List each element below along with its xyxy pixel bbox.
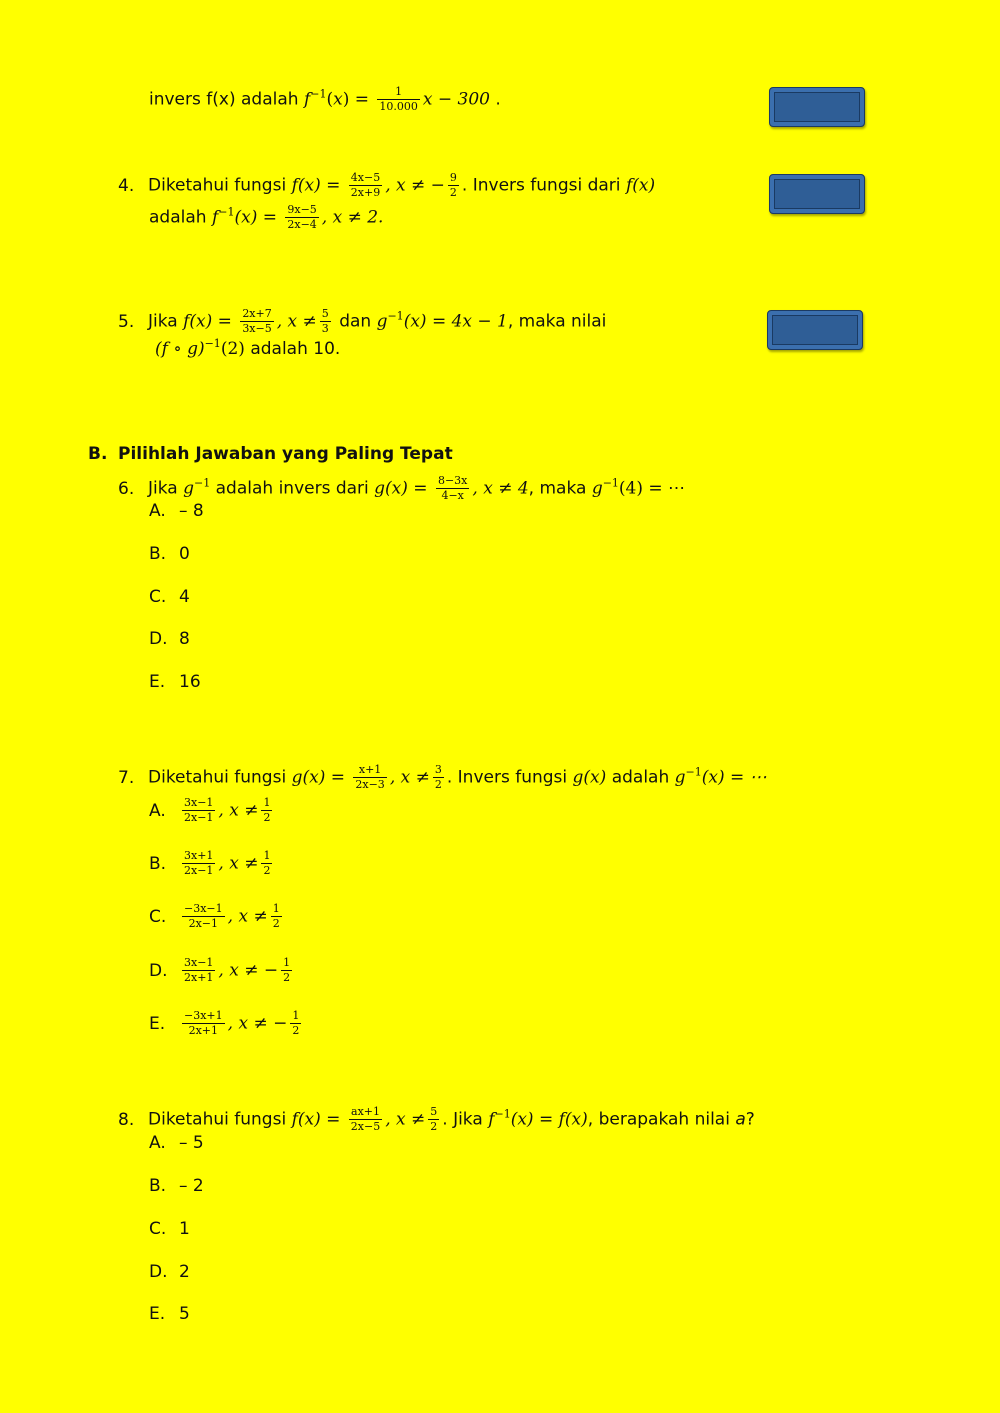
q5-line1: 5. Jika f(x) = $\frac{2x+7}{3x-5}$ , x ≠ $\frac{5}{3}$ dan $g^{-1}(x) = 4x - 1$, maka nilai — [118, 307, 607, 336]
q4-line2: adalah $f^{-1}(x)$ = $\frac{9x-5}{2x-4}$ , x ≠ 2. — [149, 203, 384, 232]
answer-box-3[interactable] — [769, 87, 865, 127]
q8-option-e[interactable]: E. 5 — [149, 1304, 190, 1324]
q6-stem: 6. Jika $g^{-1}$ adalah invers dari g(x) = $\frac{8-3x}{4-x}$ , x ≠ 4, maka $g^{-1}(4)$ = ⋯ — [118, 474, 686, 503]
q3-text: invers f(x) adalah $f^{-1}(x)$ = $\frac{1}{10.000}$ x − 300 . — [149, 85, 501, 114]
q7-option-a[interactable]: A. $\frac{3x-1}{2x-1}$ , x ≠ $\frac{1}{2}$ — [149, 796, 271, 825]
q5-line2: (f ∘ g)$^{-1}$(2) adalah 10. — [155, 337, 341, 359]
q6-option-b[interactable]: B. 0 — [149, 544, 190, 564]
q8-option-a[interactable]: A. – 5 — [149, 1133, 204, 1153]
q8-option-b[interactable]: B. – 2 — [149, 1176, 204, 1196]
answer-box-4[interactable] — [769, 174, 865, 214]
q7-option-d[interactable]: D. $\frac{3x-1}{2x+1}$ , x ≠ − $\frac{1}{2}$ — [149, 956, 291, 985]
q8-stem: 8. Diketahui fungsi f(x) = $\frac{ax+1}{2x-5}$ , x ≠ $\frac{5}{2}$ . Jika $f^{-1}(x) = f(x)$, berapakah nilai a? — [118, 1105, 755, 1134]
q8-option-c[interactable]: C. 1 — [149, 1219, 190, 1239]
q6-option-c[interactable]: C. 4 — [149, 587, 190, 607]
q6-option-e[interactable]: E. 16 — [149, 672, 201, 692]
q8-option-d[interactable]: D. 2 — [149, 1262, 190, 1282]
q7-option-b[interactable]: B. $\frac{3x+1}{2x-1}$ , x ≠ $\frac{1}{2}$ — [149, 849, 271, 878]
q7-stem: 7. Diketahui fungsi g(x) = $\frac{x+1}{2x-3}$ , x ≠ $\frac{3}{2}$ . Invers fungsi g(x) adalah $g^{-1}(x)$ = ⋯ — [118, 763, 767, 792]
q7-option-c[interactable]: C. $\frac{-3x-1}{2x-1}$ , x ≠ $\frac{1}{2}$ — [149, 902, 280, 931]
q4-line1: 4. Diketahui fungsi f(x) = $\frac{4x-5}{2x+9}$ , x ≠ − $\frac{9}{2}$ . Invers fungsi dari f(x) — [118, 171, 656, 200]
q7-option-e[interactable]: E. $\frac{-3x+1}{2x+1}$ , x ≠ − $\frac{1}{2}$ — [149, 1009, 300, 1038]
section-b-heading: B. Pilihlah Jawaban yang Paling Tepat — [88, 444, 453, 464]
q6-option-d[interactable]: D. 8 — [149, 629, 190, 649]
answer-box-5[interactable] — [767, 310, 863, 350]
q6-option-a[interactable]: A. – 8 — [149, 501, 204, 521]
